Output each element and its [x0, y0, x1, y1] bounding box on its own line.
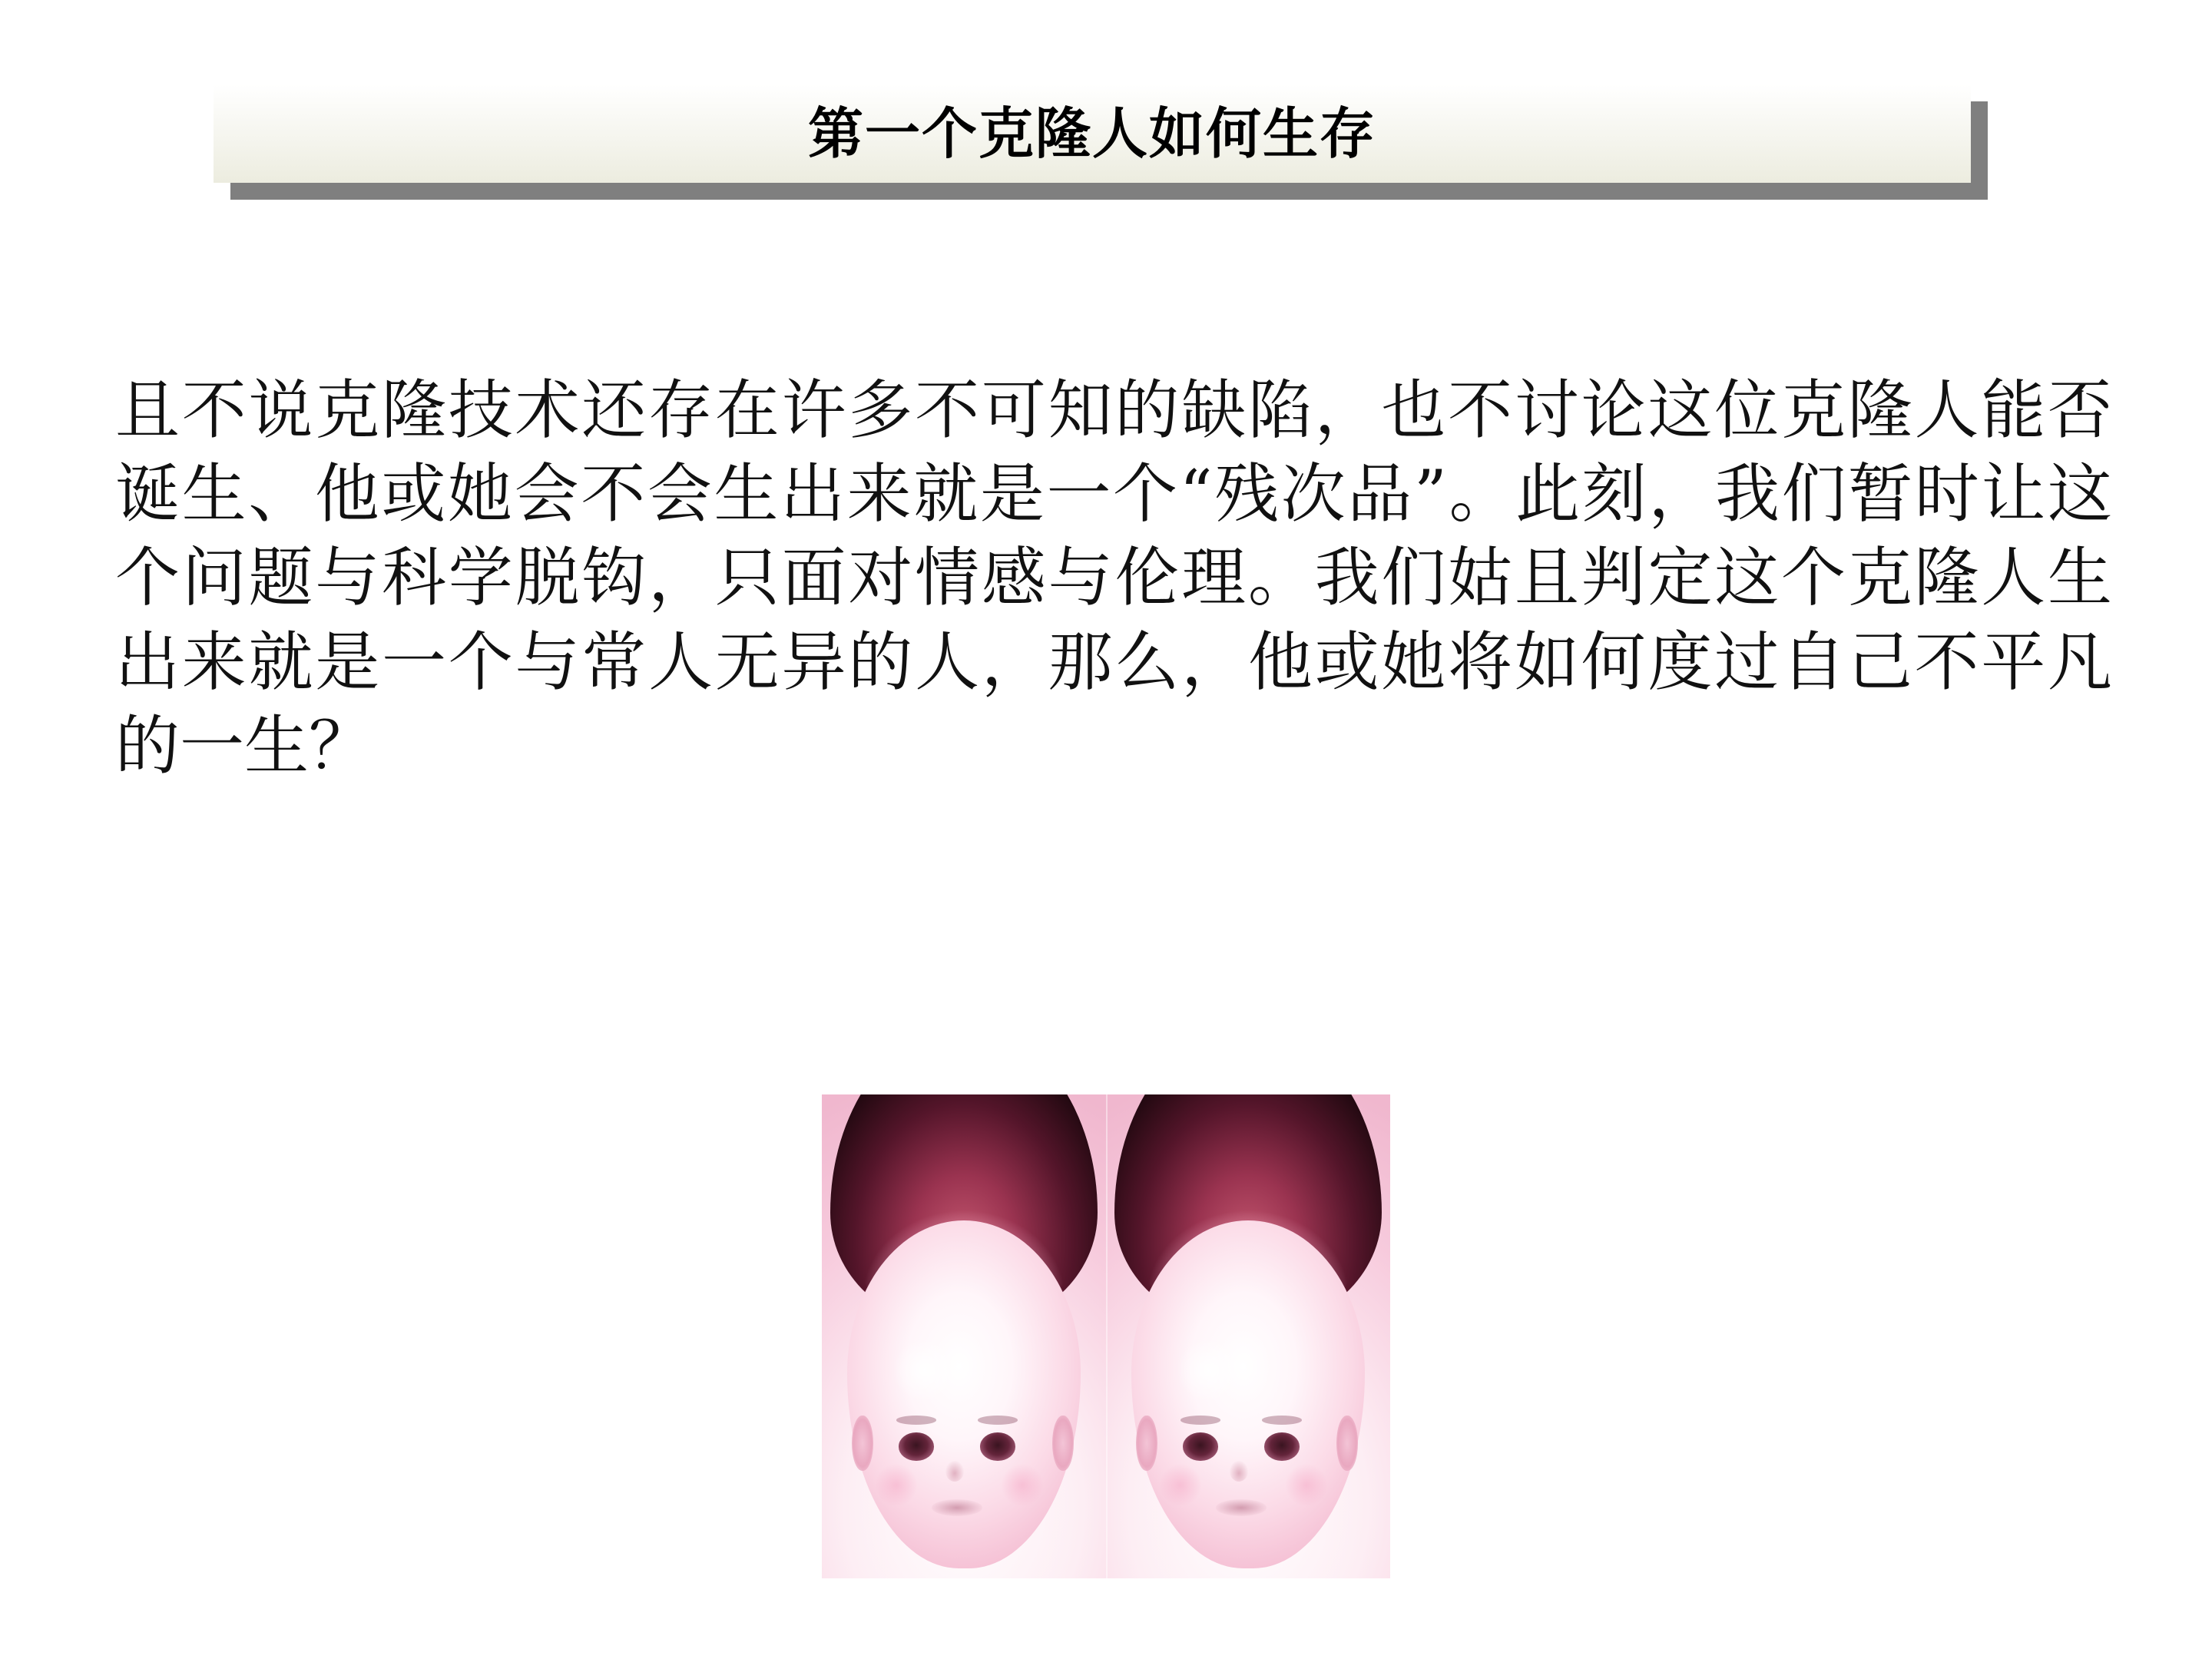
cheek-right: [1002, 1464, 1044, 1505]
ear-left: [852, 1416, 873, 1472]
face-region: [847, 1220, 1080, 1569]
nose-icon: [1230, 1461, 1248, 1482]
eye-right-icon: [980, 1432, 1015, 1460]
title-bar: [214, 84, 1971, 183]
eyebrow-left: [896, 1416, 936, 1425]
baby-face-right: [1106, 1094, 1390, 1578]
cheek-right: [1286, 1464, 1328, 1505]
eye-right-icon: [1264, 1432, 1300, 1460]
baby-face-left: [822, 1094, 1106, 1578]
slide-body-text: 且不说克隆技术还存在许多不可知的缺陷，也不讨论这位克隆人能否诞生、他或她会不会生出来就是一个“残次品”。此刻，我们暂时让这个问题与科学脱钩，只面对情感与伦理。我们姑且判定这个克隆人生出来就是一个与常人无异的人，那么，他或她将如何度过自己不平凡的一生？: [115, 373, 2112, 783]
nose-icon: [945, 1461, 964, 1482]
forehead-highlight: [894, 1339, 955, 1402]
ear-right: [1052, 1416, 1073, 1472]
cheek-left: [1160, 1464, 1202, 1505]
eye-left-icon: [899, 1432, 934, 1460]
eye-left-icon: [1183, 1432, 1218, 1460]
forehead-highlight: [1178, 1339, 1239, 1402]
eyebrow-right: [978, 1416, 1018, 1425]
twins-group: [822, 1094, 1390, 1578]
ear-right: [1336, 1416, 1357, 1472]
mouth-icon: [932, 1499, 983, 1517]
eyebrow-left: [1181, 1416, 1220, 1425]
slide-title-bar: [214, 84, 1988, 200]
ear-left: [1136, 1416, 1157, 1472]
clone-babies-image: [822, 1094, 1390, 1578]
mouth-icon: [1216, 1499, 1267, 1517]
image-seam-divider: [1106, 1094, 1108, 1578]
eyebrow-right: [1262, 1416, 1302, 1425]
face-region: [1131, 1220, 1364, 1569]
page-title: 第一个克隆人如何生存: [807, 101, 1376, 166]
cheek-left: [876, 1464, 918, 1505]
